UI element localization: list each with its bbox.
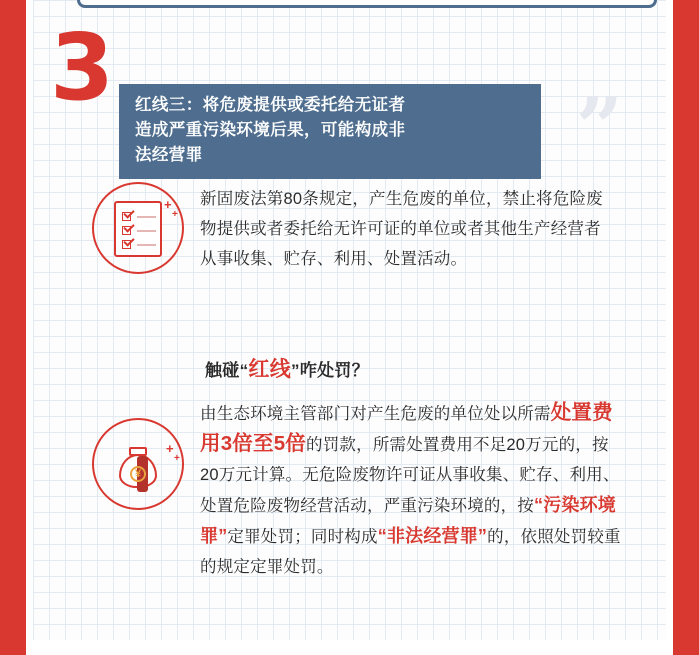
subhead-prefix: 触碰“	[205, 361, 249, 380]
law-paragraph: 新固废法第80条规定，产生危废的单位，禁止将危险废物提供或者委托给无许可证的单位或者其他生产经营者从事收集、贮存、利用、处置活动。	[200, 190, 603, 268]
checklist-document-icon	[92, 182, 188, 278]
money-bag-graphic	[115, 442, 161, 488]
header-line-2: 造成严重污染环境后果，可能构成非	[135, 121, 406, 139]
sparkle-icon-2: +	[172, 209, 178, 220]
penalty-part-4: 的，依照处罚较重的规定定罪处罚。	[200, 528, 621, 576]
checkbox-icon-1	[122, 212, 131, 221]
previous-card-fragment	[77, 0, 657, 8]
subhead-highlight: 红线	[248, 358, 292, 381]
penalty-highlight-illegal-business-crime: “非法经营罪”	[377, 526, 488, 546]
checkbox-icon-3	[122, 240, 131, 249]
penalty-highlight-pollution-crime: “污染环境罪”	[200, 495, 616, 546]
header-line-3: 法经营罪	[135, 146, 203, 164]
left-red-rail	[0, 0, 26, 655]
bag-neck	[129, 447, 147, 456]
penalty-highlight-fee: 处置费用3倍至5倍	[200, 401, 613, 455]
quote-mark-decoration: ”	[575, 80, 625, 176]
sparkle-icon-4: +	[174, 453, 180, 464]
document-sheet	[114, 201, 162, 257]
penalty-paragraph	[200, 398, 622, 582]
penalty-part-2: 的罚款，所需处置费用不足20万元的，按20万元计算。无危险废物许可证从事收集、贮存、利用、处置危险废物经营活动，严重污染环境的，按	[200, 436, 620, 515]
penalty-text-row	[92, 398, 622, 582]
checkbox-icon-2	[122, 226, 131, 235]
doc-line-3	[137, 244, 156, 246]
law-text-row	[92, 182, 612, 278]
right-red-rail	[673, 0, 699, 655]
doc-line-2	[137, 230, 156, 232]
penalty-question-heading	[205, 353, 369, 383]
sparkle-icon-1: +	[164, 197, 172, 212]
bottom-white-bar	[33, 640, 666, 655]
right-rail-inner-stripe	[666, 0, 673, 655]
header-line-1: 红线三：将危废提供或委托给无证者	[135, 96, 406, 114]
coin-icon: ¥	[130, 466, 146, 482]
subhead-suffix: ”咋处罚？	[291, 361, 370, 380]
left-rail-inner-stripe	[26, 0, 33, 655]
doc-line-1	[137, 216, 156, 218]
money-bag-icon	[92, 418, 188, 514]
section-number: 3	[50, 14, 113, 121]
penalty-part-1: 由生态环境主管部门对产生危废的单位处以所需	[200, 405, 551, 423]
section-header-band	[119, 84, 541, 179]
penalty-part-3: 定罪处罚；同时构成	[227, 528, 378, 546]
sparkle-icon-3: +	[166, 441, 174, 456]
